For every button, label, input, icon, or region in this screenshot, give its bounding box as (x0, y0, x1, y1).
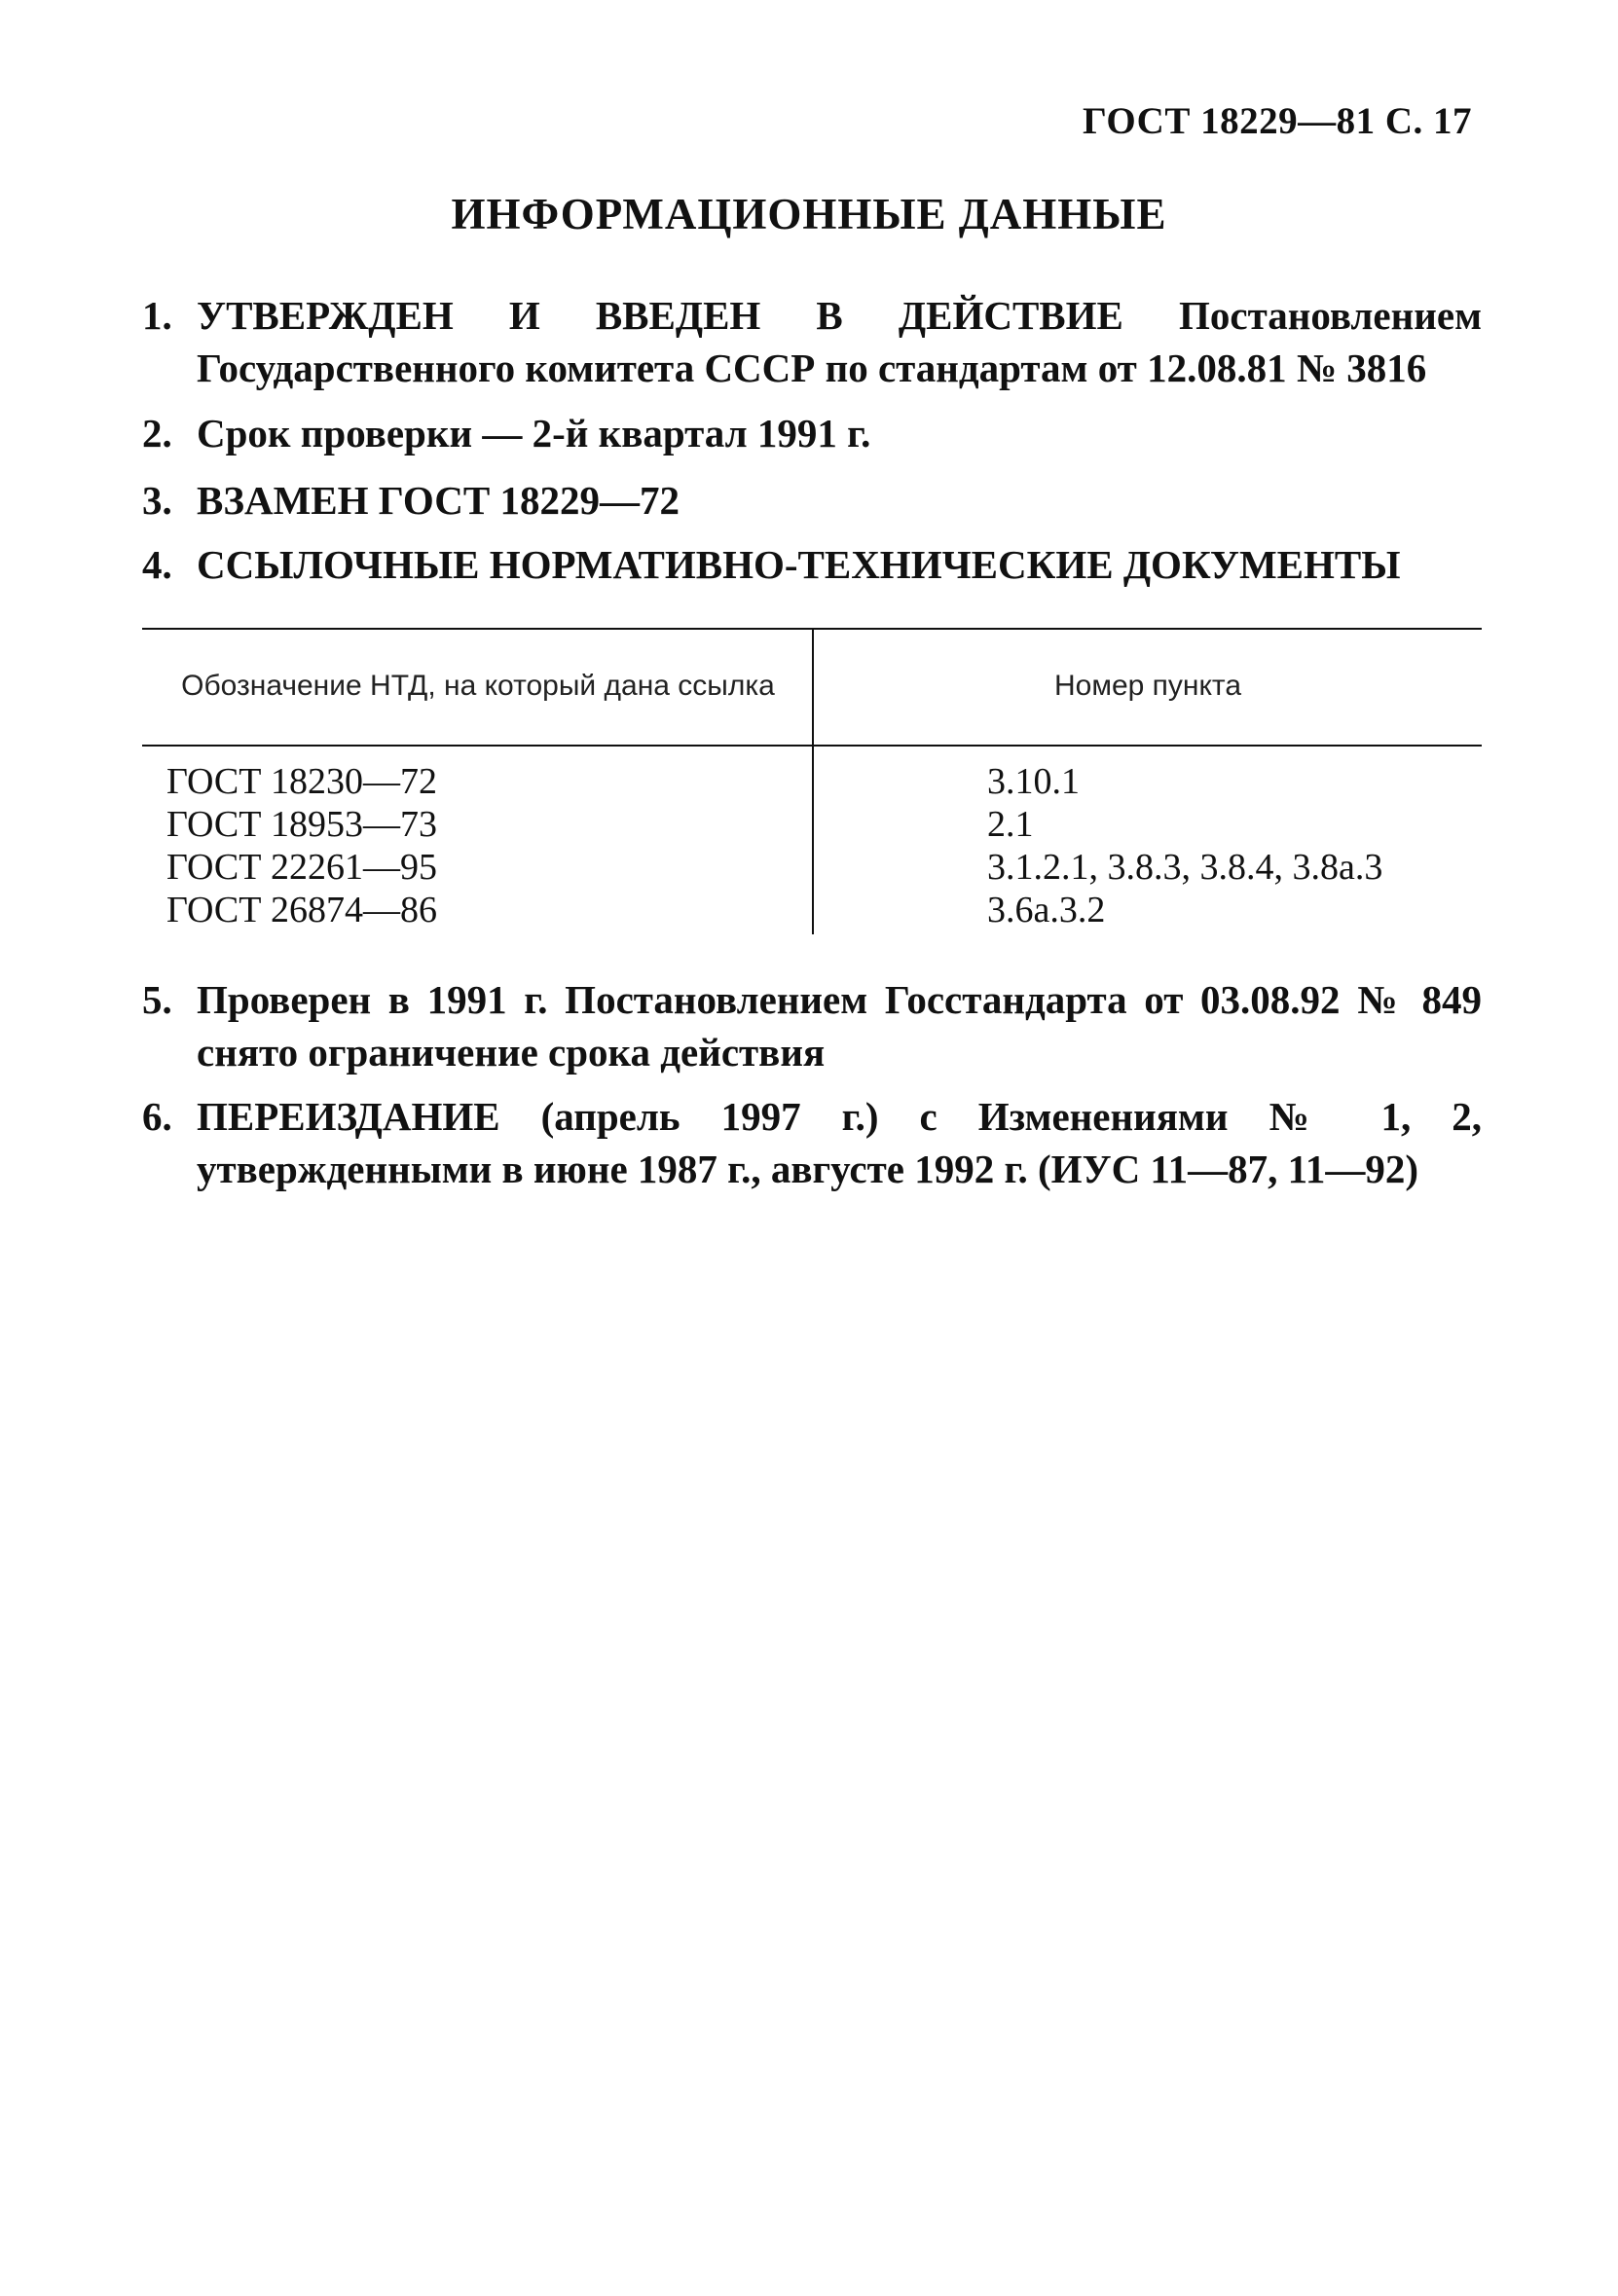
table-cell-document: ГОСТ 18953—73 (166, 804, 437, 845)
item-text: Проверен в 1991 г. Постановлением Госстандарта от 03.08.92 № 849 снято ограничение срока действия (197, 977, 1482, 1075)
running-header: ГОСТ 18229—81 С. 17 (1083, 100, 1472, 142)
table-cell-clause: 2.1 (987, 804, 1034, 845)
page-title: ИНФОРМАЦИОННЫЕ ДАННЫЕ (451, 190, 1167, 238)
table-cell-clause: 3.10.1 (987, 761, 1080, 802)
table-cell-clause: 3.6а.3.2 (987, 890, 1106, 930)
reference-documents-table (142, 628, 1482, 934)
info-item-4 (142, 538, 1482, 591)
table-header-document: Обозначение НТД, на который дана ссылка (181, 670, 775, 702)
info-item-1 (142, 289, 1482, 394)
item-number: 4. (142, 542, 172, 587)
table-cell-document: ГОСТ 26874—86 (166, 890, 437, 930)
item-text: ВЗАМЕН ГОСТ 18229—72 (197, 478, 680, 523)
table-cell-clause: 3.1.2.1, 3.8.3, 3.8.4, 3.8а.3 (987, 847, 1383, 888)
item-text: УТВЕРЖДЕН И ВВЕДЕН В ДЕЙСТВИЕ Постановлением Государственного комитета СССР по стандартам от 12.08.81 № 3816 (197, 293, 1482, 390)
info-item-2 (142, 407, 1482, 459)
table-header-clause: Номер пункта (1053, 670, 1242, 702)
item-text: ССЫЛОЧНЫЕ НОРМАТИВНО-ТЕХНИЧЕСКИЕ ДОКУМЕНТЫ (197, 542, 1401, 587)
info-item-3 (142, 474, 1482, 527)
table-column-clauses (987, 760, 1474, 931)
item-number: 2. (142, 411, 172, 456)
info-item-5 (142, 973, 1482, 1078)
item-text: Срок проверки — 2-й квартал 1991 г. (197, 411, 871, 456)
table-cell-document: ГОСТ 18230—72 (166, 761, 437, 802)
item-number: 1. (142, 293, 172, 338)
item-number: 3. (142, 478, 172, 523)
table-cell-document: ГОСТ 22261—95 (166, 847, 437, 888)
item-number: 5. (142, 977, 172, 1022)
item-number: 6. (142, 1094, 172, 1139)
info-item-6 (142, 1090, 1482, 1195)
table-column-documents (166, 760, 790, 931)
item-text: ПЕРЕИЗДАНИЕ (апрель 1997 г.) с Изменениями № 1, 2, утвержденными в июне 1987 г., августе 1992 г. (ИУС 11—87, 11—92) (197, 1094, 1482, 1191)
